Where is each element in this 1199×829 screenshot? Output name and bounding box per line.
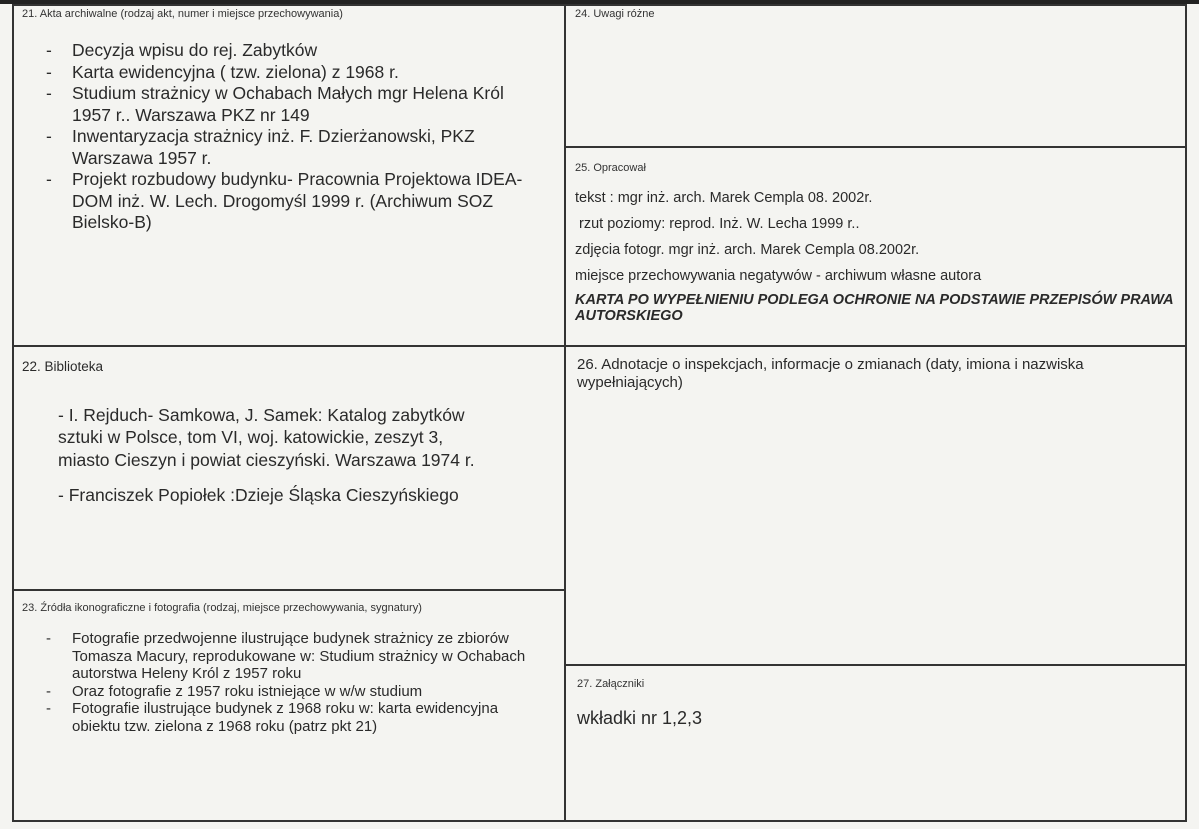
divider (565, 146, 1187, 148)
section-label: 27. Załączniki (577, 678, 645, 690)
section-label: 23. Źródła ikonograficzne i fotografia (rodzaj, miejsce przechowywania, sygnatury) (22, 602, 422, 614)
list-item: - Inwentaryzacja strażnicy inż. F. Dzierżanowski, PKZ Warszawa 1957 r. (46, 126, 536, 169)
section-27-attachments (577, 678, 1167, 729)
photo-author: zdjęcia fotogr. mgr inż. arch. Marek Cempla 08.2002r. (575, 242, 920, 258)
list-item: - Karta ewidencyjna ( tzw. zielona) z 1968 r. (46, 62, 536, 84)
archival-list (46, 40, 536, 234)
divider (565, 664, 1187, 666)
divider (12, 345, 565, 347)
list-item: - Studium strażnicy w Ochabach Małych mgr Helena Król 1957 r.. Warszawa PKZ nr 149 (46, 83, 536, 126)
section-25-prepared-by (575, 162, 1180, 334)
copyright-notice: KARTA PO WYPEŁNIENIU PODLEGA OCHRONIE NA PODSTAWIE PRZEPISÓW PRAWA AUTORSKIEGO (575, 292, 1174, 324)
section-26-inspection-notes (577, 356, 1167, 392)
floor-plan-author: rzut poziomy: reprod. Inż. W. Lecha 1999 r.. (579, 216, 860, 232)
section-label: 26. Adnotacje o inspekcjach, informacje o zmianach (daty, imiona i nazwiska wypełniających) (577, 356, 1084, 391)
sources-list (46, 630, 546, 735)
list-item: - Decyzja wpisu do rej. Zabytków (46, 40, 536, 62)
section-24-remarks (575, 8, 1175, 20)
section-22-library (22, 358, 562, 507)
list-item: - Fotografie przedwojenne ilustrujące budynek strażnicy ze zbiorów Tomasza Macury, reprodukowane w: Studium strażnicy w Ochabach autorstwa Heleny Król z 1957 roku (46, 630, 546, 683)
library-entry: - I. Rejduch- Samkowa, J. Samek: Katalog zabytków sztuki w Polsce, tom VI, woj. katowickie, zeszyt 3, miasto Cieszyn i powiat cieszyński. Warszawa 1974 r. (58, 404, 475, 470)
text-author: tekst : mgr inż. arch. Marek Cempla 08. 2002r. (575, 190, 873, 206)
attachments-value: wkładki nr 1,2,3 (577, 708, 703, 728)
section-label: 21. Akta archiwalne (rodzaj akt, numer i miejsce przechowywania) (22, 8, 343, 20)
section-label: 22. Biblioteka (22, 359, 104, 374)
section-23-iconographic-sources (22, 602, 562, 735)
list-item: - Fotografie ilustrujące budynek z 1968 roku w: karta ewidencyjna obiektu tzw. zielona z 1968 roku (patrz pkt 21) (46, 700, 546, 735)
divider (565, 345, 1187, 347)
divider (12, 589, 565, 591)
column-divider (564, 4, 566, 822)
section-label: 25. Opracował (575, 162, 646, 174)
library-entry: - Franciszek Popiołek :Dzieje Śląska Cieszyńskiego (58, 485, 459, 505)
list-item: - Oraz fotografie z 1957 roku istniejące w w/w studium (46, 683, 546, 701)
negatives-location: miejsce przechowywania negatywów - archiwum własne autora (575, 268, 982, 284)
section-label: 24. Uwagi różne (575, 8, 655, 20)
section-21-archival-records (22, 8, 562, 234)
list-item: - Projekt rozbudowy budynku- Pracownia Projektowa IDEA-DOM inż. W. Lech. Drogomyśl 1999 r. (Archiwum SOZ Bielsko-B) (46, 169, 536, 234)
